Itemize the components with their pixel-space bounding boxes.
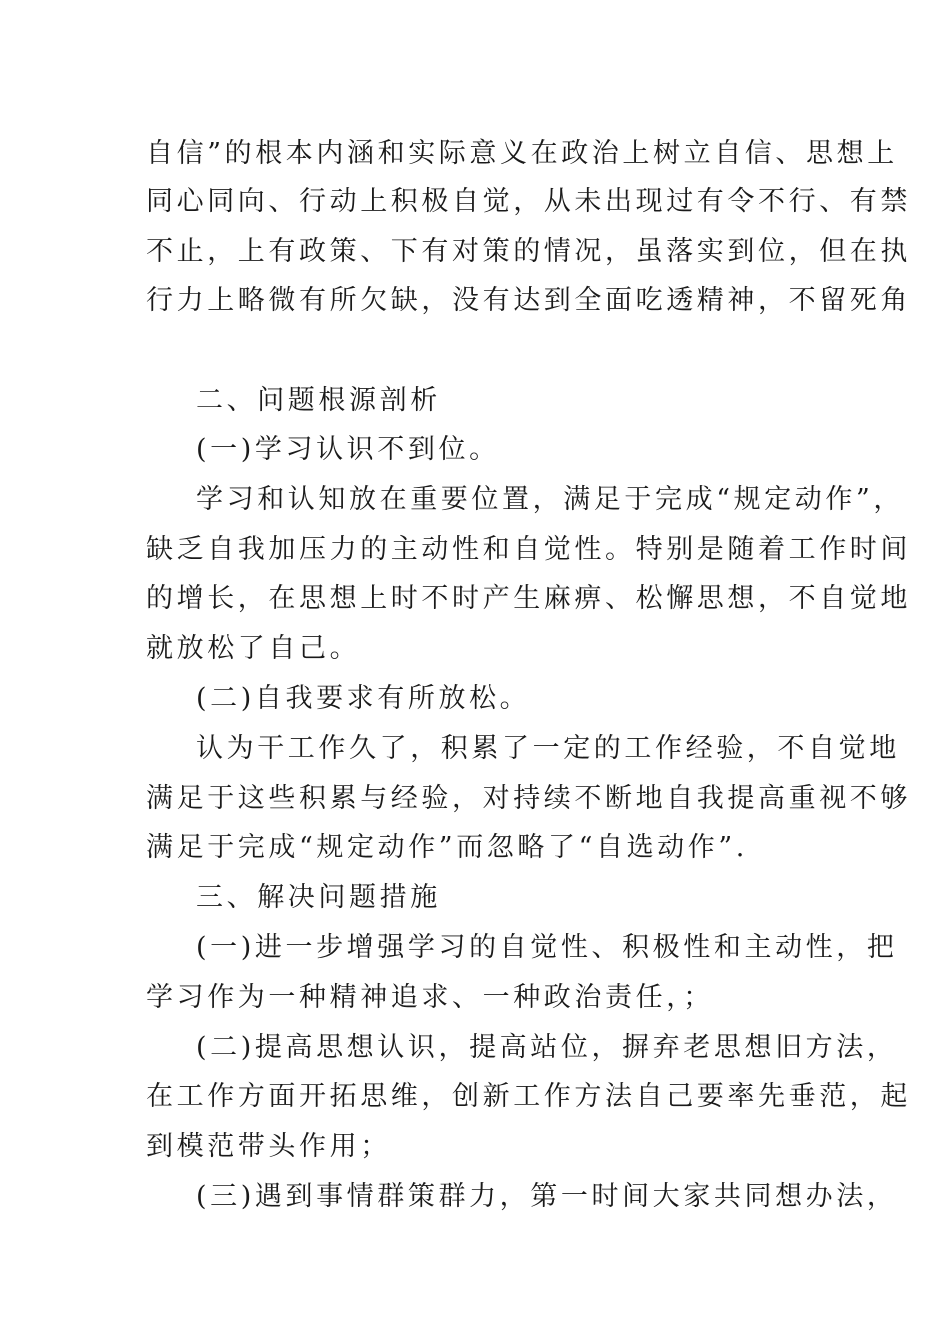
paragraph-line: 的增长，在思想上时不时产生麻痹、松懈思想，不自觉地: [146, 583, 911, 614]
paragraph-line: 缺乏自我加压力的主动性和自觉性。特别是随着工作时间: [146, 534, 911, 565]
list-item-line: (二)提高思想认识，提高站位，摒弃老思想旧方法，: [196, 1032, 898, 1063]
paragraph-line: 满足于这些积累与经验，对持续不断地自我提高重视不够: [146, 783, 911, 814]
paragraph-line: 就放松了自己。: [146, 633, 361, 664]
paragraph-line: 同心同向、行动上积极自觉，从未出现过有令不行、有禁: [146, 186, 911, 217]
list-item-line: (一)进一步增强学习的自觉性、积极性和主动性，把: [196, 932, 898, 963]
paragraph-line: 自信”的根本内涵和实际意义在政治上树立自信、思想上: [146, 138, 898, 169]
section-heading: 二、问题根源剖析: [196, 385, 441, 416]
paragraph-line: 满足于完成“规定动作”而忽略了“自选动作”.: [146, 832, 748, 863]
paragraph-line: 不止，上有政策、下有对策的情况，虽落实到位，但在执: [146, 236, 911, 267]
list-item-line: (三)遇到事情群策群力，第一时间大家共同想办法，: [196, 1181, 898, 1212]
list-item-line: 在工作方面开拓思维，创新工作方法自己要率先垂范，起: [146, 1081, 911, 1112]
paragraph-line: 认为干工作久了，积累了一定的工作经验，不自觉地: [196, 733, 900, 764]
subsection-heading: (一)学习认识不到位。: [196, 434, 500, 465]
paragraph-line: 行力上略微有所欠缺，没有达到全面吃透精神，不留死角: [146, 285, 911, 316]
list-item-line: 学习作为一种精神追求、一种政治责任，；: [146, 982, 714, 1013]
paragraph-line: 学习和认知放在重要位置，满足于完成“规定动作”，: [196, 484, 905, 515]
list-item-line: 到模范带头作用；: [146, 1131, 391, 1162]
section-heading: 三、解决问题措施: [196, 882, 441, 913]
subsection-heading: (二)自我要求有所放松。: [196, 683, 531, 714]
